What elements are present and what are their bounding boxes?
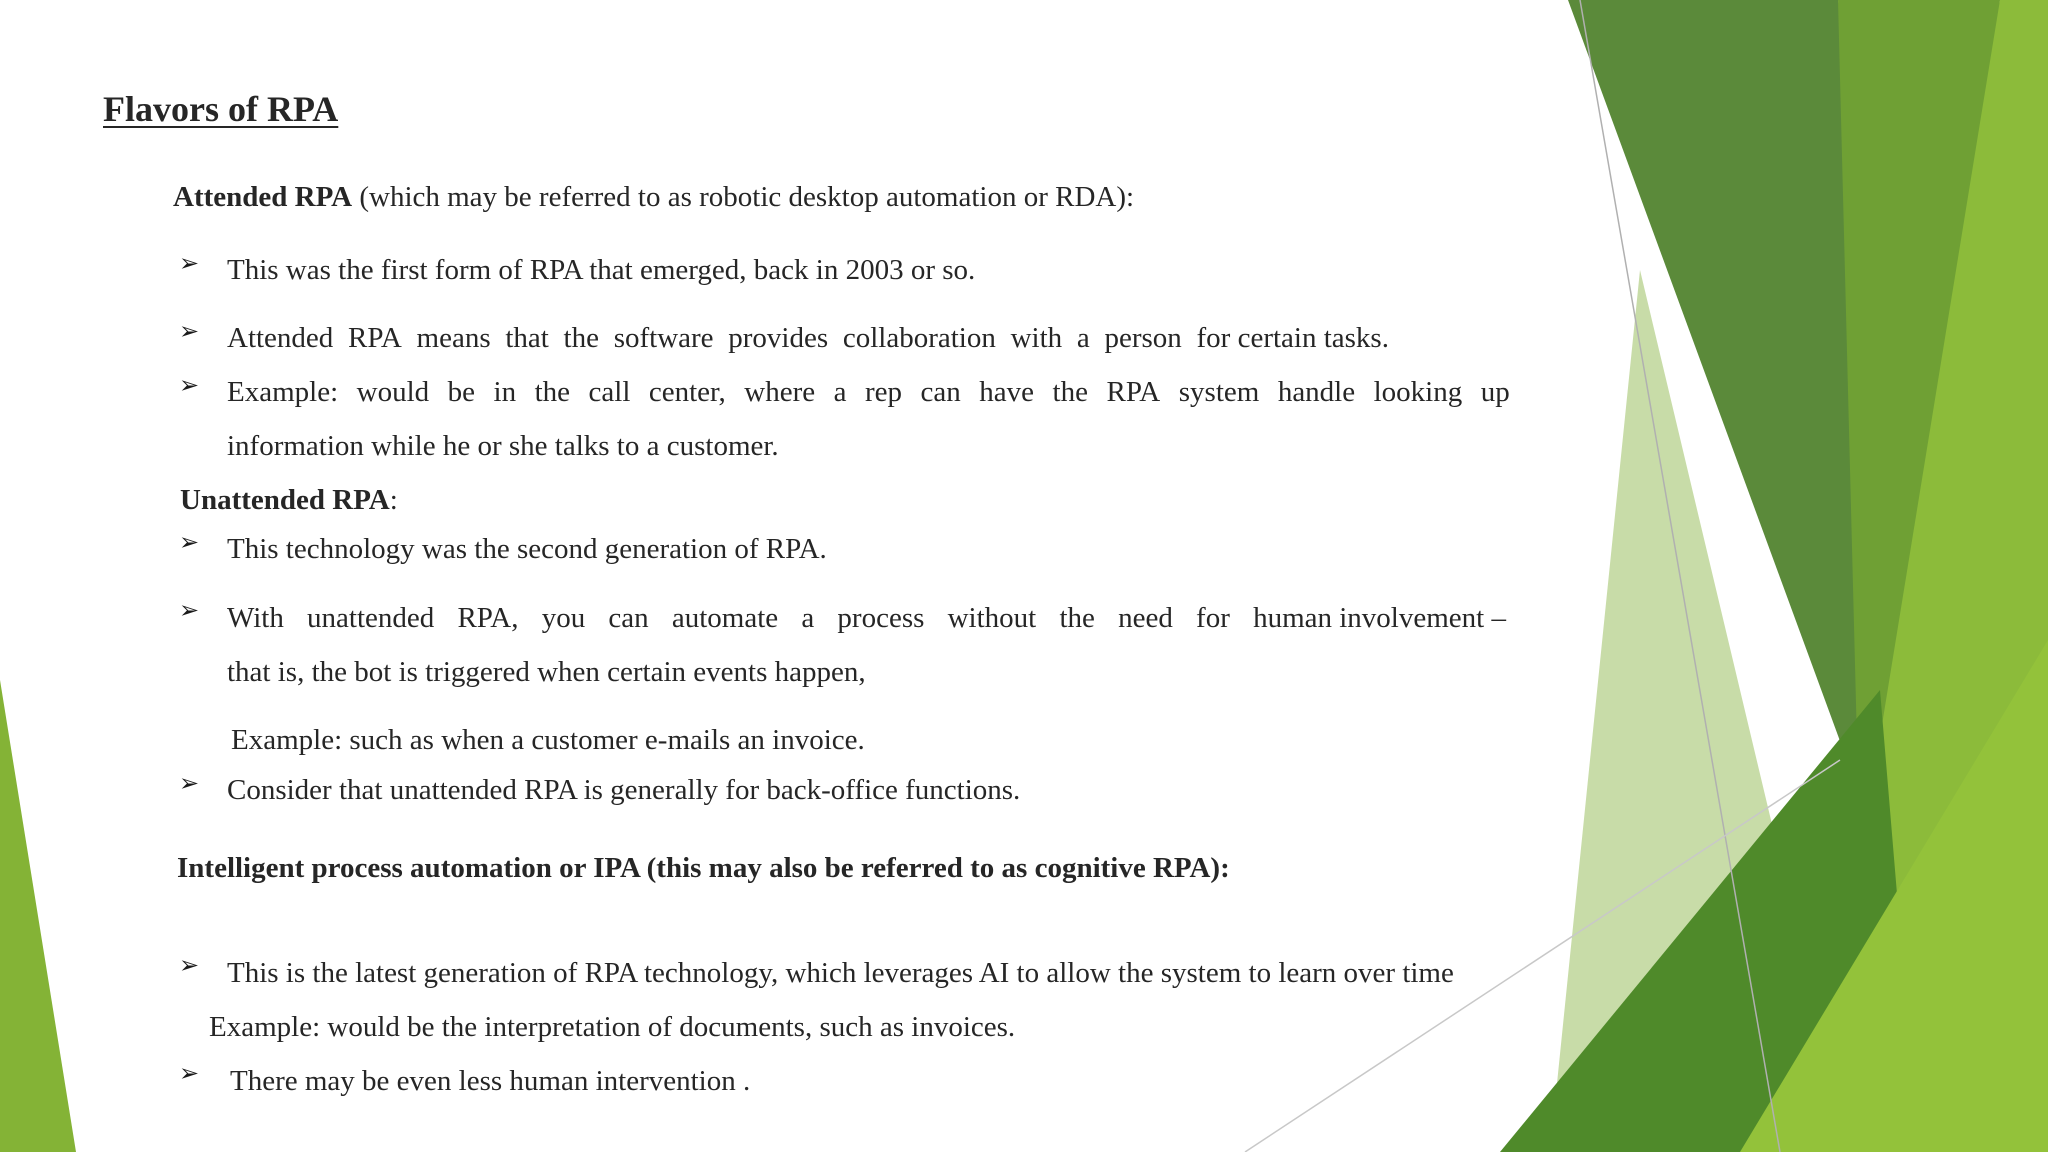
arrowhead-bullet-icon: ➢ bbox=[179, 319, 200, 345]
ipa-point-2: There may be even less human intervention . bbox=[230, 1065, 751, 1097]
unattended-heading-bold: Unattended RPA bbox=[180, 484, 390, 516]
attended-point-3-cont: information while he or she talks to a customer. bbox=[227, 430, 779, 462]
ipa-example: Example: would be the interpretation of documents, such as invoices. bbox=[209, 1011, 1016, 1043]
arrowhead-bullet-icon: ➢ bbox=[179, 771, 200, 797]
unattended-example: Example: such as when a customer e-mails an invoice. bbox=[231, 724, 865, 756]
unattended-point-2: With unattended RPA, you can automate a process without the need for human involvement – bbox=[227, 602, 1506, 634]
arrowhead-bullet-icon: ➢ bbox=[179, 251, 200, 277]
attended-point-2: Attended RPA means that the software provides collaboration with a person for certain tasks. bbox=[227, 322, 1389, 354]
unattended-point-2-cont: that is, the bot is triggered when certain events happen, bbox=[227, 656, 866, 688]
slide-title: Flavors of RPA bbox=[103, 89, 339, 129]
arrowhead-bullet-icon: ➢ bbox=[179, 953, 200, 979]
unattended-point-3: Consider that unattended RPA is generally for back-office functions. bbox=[227, 774, 1021, 806]
left-edge-facet bbox=[0, 680, 76, 1152]
attended-point-1: This was the first form of RPA that emerged, back in 2003 or so. bbox=[227, 254, 976, 286]
ipa-heading: Intelligent process automation or IPA (this may also be referred to as cognitive RPA): bbox=[177, 852, 1230, 884]
arrowhead-bullet-icon: ➢ bbox=[179, 1061, 200, 1087]
unattended-point-1: This technology was the second generation of RPA. bbox=[227, 533, 827, 565]
unattended-heading-rest: : bbox=[389, 484, 398, 516]
arrowhead-bullet-icon: ➢ bbox=[179, 530, 200, 556]
arrowhead-bullet-icon: ➢ bbox=[179, 598, 200, 624]
attended-heading-rest: (which may be referred to as robotic desktop automation or RDA): bbox=[352, 181, 1135, 213]
attended-heading-bold: Attended RPA bbox=[173, 181, 353, 213]
ipa-point-1: This is the latest generation of RPA technology, which leverages AI to allow the system to learn over time bbox=[227, 957, 1454, 989]
arrowhead-bullet-icon: ➢ bbox=[179, 373, 200, 399]
attended-heading bbox=[173, 179, 1134, 215]
attended-point-3: Example: would be in the call center, where a rep can have the RPA system handle looking up bbox=[227, 376, 1510, 408]
unattended-heading bbox=[180, 482, 398, 518]
